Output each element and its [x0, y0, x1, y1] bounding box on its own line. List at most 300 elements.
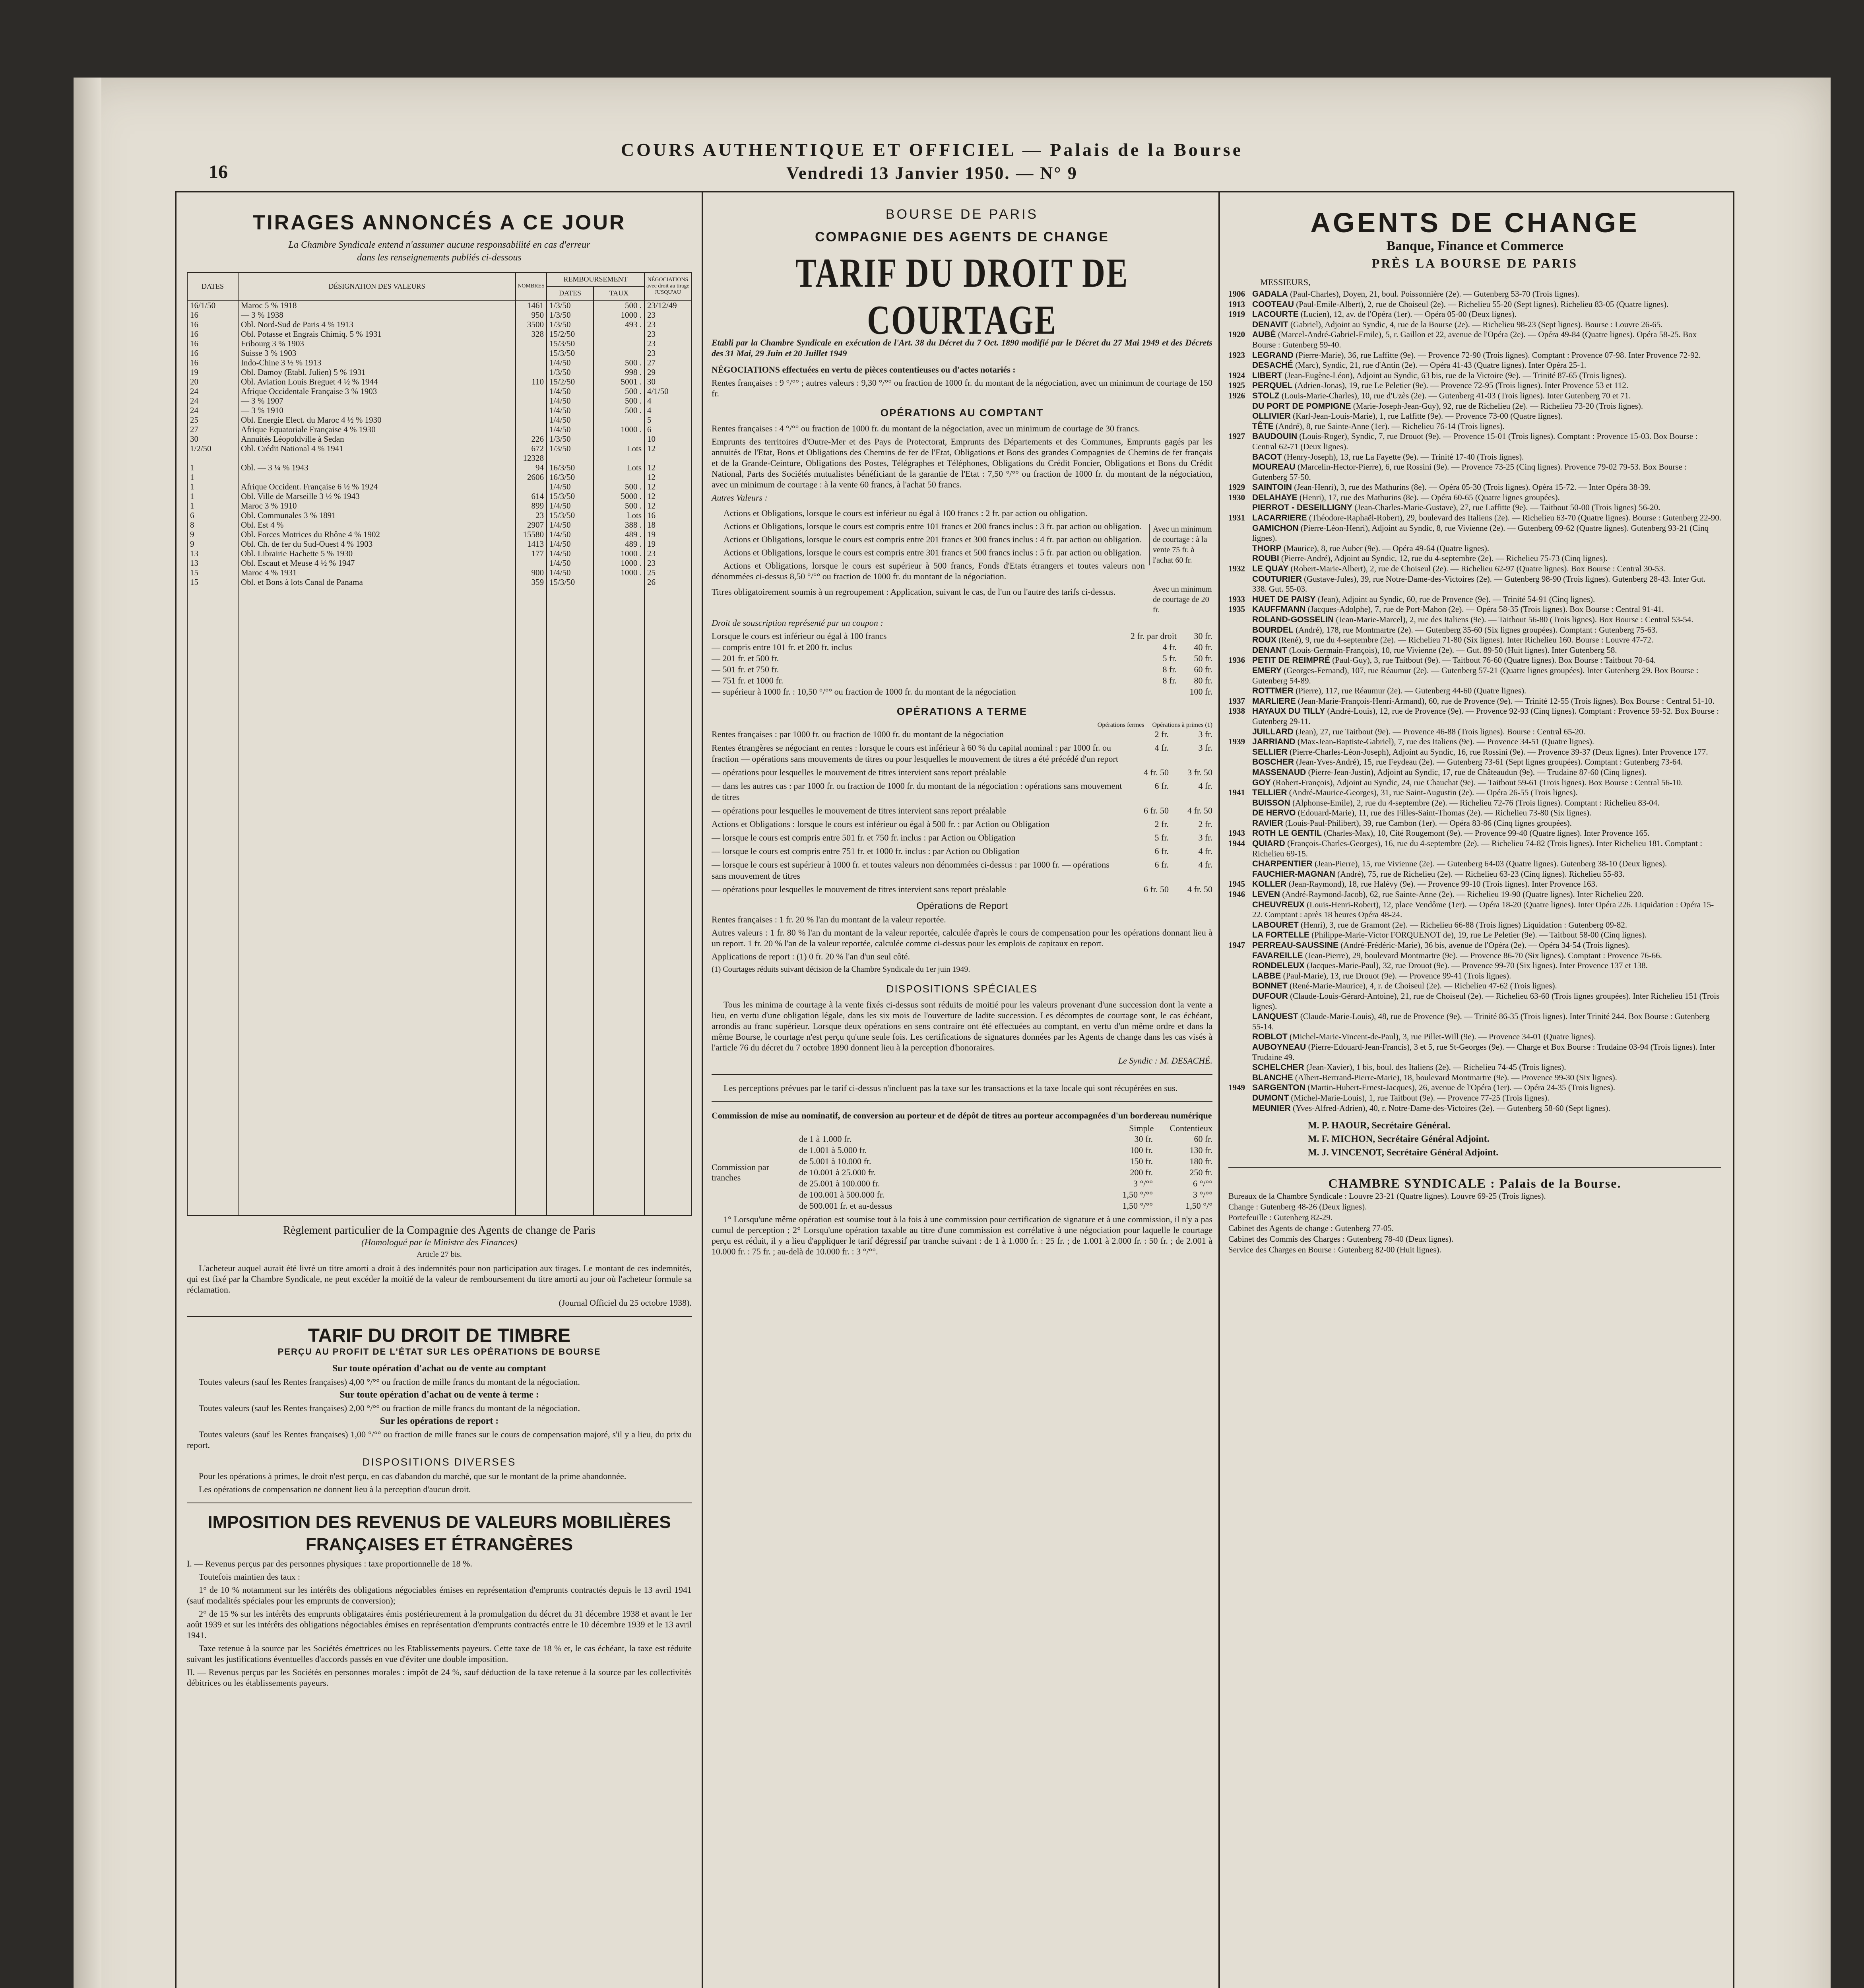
- diverses-1: Pour les opérations à primes, le droit n'est perçu, en cas d'abandon du marché, que sur le montant de la prime abandonnée.: [199, 1471, 627, 1481]
- cell-nombre: 672: [516, 444, 547, 453]
- tirages-body: [187, 300, 691, 1215]
- agent-name: DENANT: [1252, 645, 1287, 655]
- agent-address: (André), 75, rue de Richelieu (2e). — Richelieu 63-23 (Cinq lignes). Richelieu 55-83.: [1335, 869, 1625, 879]
- agent-entry: [1228, 889, 1721, 900]
- agent-details: [1252, 940, 1721, 951]
- agent-entry: [1228, 1083, 1721, 1093]
- cell-negociation: 12: [644, 472, 691, 482]
- agent-name: SCHELCHER: [1252, 1063, 1304, 1072]
- agent-year: [1228, 1011, 1252, 1032]
- agent-address: (René), 9, rue du 4-septembre (2e). — Richelieu 71-80 (Six lignes). Inter Richelieu 160. Bourse : Louvre 47-72.: [1276, 635, 1653, 645]
- comptant-rentes: Rentes françaises : 4 °/°° ou fraction de 1000 fr. du montant de la négociation, avec un minimum de courtage de 30 francs.: [712, 423, 1140, 433]
- terme-ferme: 4 fr.: [1154, 743, 1169, 753]
- diverses-2: Les opérations de compensation ne donnent lieu à la perception d'aucun droit.: [199, 1484, 471, 1494]
- agent-name: AUBOYNEAU: [1252, 1042, 1306, 1052]
- agent-year: [1228, 991, 1252, 1011]
- souscription-minimum: 40 fr.: [1194, 642, 1212, 652]
- agent-entry: [1228, 564, 1721, 574]
- table-row: [187, 444, 691, 453]
- agent-details: [1252, 900, 1721, 920]
- commission-tranche: de 10.001 à 25.000 fr.: [799, 1167, 876, 1177]
- cell-taux: [594, 329, 644, 339]
- cell-remb-date: 1/4/50: [547, 482, 594, 491]
- agent-address: (Paul-Emile-Albert), 2, rue de Choiseul (2e). — Richelieu 55-20 (Sept lignes). Richelieu 83-05 (Quatre lignes).: [1294, 299, 1669, 309]
- cell-designation: Obl. et Bons à lots Canal de Panama: [238, 577, 516, 587]
- divider: [712, 1074, 1212, 1075]
- agent-name: LIBERT: [1252, 371, 1282, 380]
- agents-subtitle: Banque, Finance et Commerce: [1386, 239, 1563, 253]
- cell-nombre: 2907: [516, 520, 547, 530]
- cell-date: 1: [187, 491, 238, 501]
- cell-nombre: [516, 396, 547, 406]
- agent-name: LANQUEST: [1252, 1012, 1298, 1021]
- agent-name: DU PORT DE POMPIGNE: [1252, 401, 1351, 411]
- agent-address: (Pierre-Charles-Léon-Joseph), Adjoint au Syndic, 16, rue Rossini (9e). — Provence 39-37 (Deux lignes). Inter Provence 177.: [1287, 747, 1708, 757]
- terme-ferme: 5 fr.: [1154, 833, 1169, 843]
- report-note: (1) Courtages réduits suivant décision de la Chambre Syndicale du 1er juin 1949.: [712, 965, 970, 974]
- souscription-label: — 201 fr. et 500 fr.: [712, 653, 779, 663]
- agent-details: [1252, 1062, 1721, 1073]
- cell-negociation: 12: [644, 491, 691, 501]
- cell-designation: Obl. Librairie Hachette 5 % 1930: [238, 549, 516, 558]
- cell-designation: Maroc 5 % 1918: [238, 300, 516, 310]
- cell-designation: Obl. Escaut et Meuse 4 ½ % 1947: [238, 558, 516, 568]
- cell-nombre: 110: [516, 377, 547, 386]
- table-filler-cell: [187, 587, 238, 1215]
- agent-entry: [1228, 859, 1721, 869]
- agent-details: [1252, 666, 1721, 686]
- cell-taux: 489 .: [594, 530, 644, 539]
- agent-details: [1252, 431, 1721, 452]
- agent-address: (Louis-Henri-Robert), 12, place Vendôme (1er). — Opéra 18-20 (Quatre lignes). Inter Opéra 226. Liquidation : Opéra 15-22. Comptant : après 18 heures Opéra 48-24.: [1252, 899, 1714, 920]
- agent-details: [1252, 961, 1721, 971]
- agent-year: [1228, 961, 1252, 971]
- agent-address: (André), 178, rue Montmartre (2e). — Gutenberg 35-60 (Six lignes groupées). Comptant : Gutenberg 75-63.: [1293, 625, 1658, 635]
- agent-details: [1252, 706, 1721, 726]
- cell-nombre: 614: [516, 491, 547, 501]
- agent-details: [1252, 523, 1721, 544]
- agent-year: 1939: [1228, 737, 1245, 747]
- agent-entry: [1228, 330, 1721, 350]
- cell-designation: Afrique Occidentale Française 3 % 1903: [238, 386, 516, 396]
- agent-details: [1252, 411, 1721, 421]
- agent-year: [1228, 859, 1252, 869]
- cell-taux: 493 .: [594, 320, 644, 329]
- souscription-label: Lorsque le cours est inférieur ou égal à 100 francs: [712, 631, 887, 641]
- timbre-subtitle: PERÇU AU PROFIT DE L'ÉTAT SUR LES OPÉRATIONS DE BOURSE: [277, 1347, 601, 1357]
- souscription-label: — supérieur à 1000 fr. : 10,50 °/°° ou fraction de 1000 fr. du montant de la négociation: [712, 687, 1016, 697]
- terme-label: Rentes étrangères se négociant en rentes : lorsque le cours est inférieur à 60 % du capital nominal : par 1000 fr. ou fraction — opérations sans mouvements de titres ou pour lesquelles le mouvement de titres a été précédé d'un report: [712, 743, 1118, 764]
- agent-name: CHEUVREUX: [1252, 900, 1305, 909]
- terme-row: [712, 884, 1212, 895]
- agent-name: KOLLER: [1252, 879, 1287, 889]
- agent-details: [1252, 818, 1721, 829]
- terme-label: Rentes françaises : par 1000 fr. ou fraction de 1000 fr. du montant de la négociation: [712, 729, 1004, 739]
- cell-taux: 5000 .: [594, 491, 644, 501]
- cell-negociation: 18: [644, 520, 691, 530]
- agent-year: [1228, 808, 1252, 818]
- agent-address: (Edouard-Marie), 11, rue des Filles-Saint-Thomas (2e). — Richelieu 73-80 (Six lignes).: [1296, 808, 1592, 818]
- agent-name: RONDELEUX: [1252, 961, 1305, 971]
- cell-nombre: 900: [516, 568, 547, 577]
- cell-remb-date: 16/3/50: [547, 463, 594, 472]
- agent-address: (Paul-Charles), Doyen, 21, boul. Poissonnière (2e). — Gutenberg 53-70 (Trois lignes).: [1288, 289, 1579, 299]
- agent-details: [1252, 747, 1721, 757]
- divider: [187, 1316, 692, 1317]
- cell-nombre: 899: [516, 501, 547, 511]
- cell-remb-date: 1/4/50: [547, 396, 594, 406]
- col-negociation: NÉGOCIATIONS avec droit au tirage JUSQU'AU: [644, 272, 691, 300]
- agent-year: [1228, 778, 1252, 788]
- agent-year: [1228, 360, 1252, 371]
- commission-row: [799, 1156, 1212, 1167]
- cell-negociation: 4: [644, 406, 691, 415]
- agent-entry: [1228, 1042, 1721, 1062]
- agent-entry: [1228, 828, 1721, 839]
- agent-entry: [1228, 930, 1721, 940]
- souscription-row: [712, 653, 1212, 664]
- commission-row: [799, 1200, 1212, 1211]
- cell-negociation: 23: [644, 549, 691, 558]
- cell-negociation: 27: [644, 358, 691, 367]
- column-courtage: [712, 199, 1212, 1259]
- agent-address: (Paul-Marie), 13, rue Drouot (9e). — Provence 99-41 (Trois lignes).: [1281, 971, 1511, 980]
- agent-details: [1252, 553, 1721, 564]
- agent-name: COOTEAU: [1252, 299, 1294, 309]
- agent-year: [1228, 951, 1252, 961]
- commission-col-contentieux: Contentieux: [1170, 1123, 1212, 1133]
- cell-designation: — 3 % 1938: [238, 310, 516, 320]
- cell-taux: 500 .: [594, 501, 644, 511]
- cell-taux: 1000 .: [594, 425, 644, 434]
- cell-date: 1: [187, 501, 238, 511]
- agents-title: AGENTS DE CHANGE: [1310, 207, 1639, 238]
- cell-remb-date: 1/4/50: [547, 425, 594, 434]
- agent-details: [1252, 686, 1721, 696]
- agent-name: HAYAUX DU TILLY: [1252, 707, 1325, 716]
- cell-taux: 5001 .: [594, 377, 644, 386]
- agent-address: (Gustave-Jules), 39, rue Notre-Dame-des-Victoires (2e). — Gutenberg 98-90 (Trois lignes). Gutenberg 28-43. Inter Gut. 338. Gut. 55-03.: [1252, 574, 1706, 594]
- cell-nombre: [516, 358, 547, 367]
- agent-address: (Robert-Marie-Albert), 2, rue de Choiseul (2e). — Richelieu 62-97 (Quatre lignes). Box Bourse : Central 30-53.: [1288, 564, 1666, 574]
- cell-designation: Obl. Ville de Marseille 3 ½ % 1943: [238, 491, 516, 501]
- agent-address: (Pierre-Léon-Henri), Adjoint au Syndic, 8, rue Vivienne (2e). — Gutenberg 09-62 (Quatre lignes). Gutenberg 93-21 (Cinq lignes).: [1252, 523, 1709, 543]
- report-autres: Autres valeurs : 1 fr. 80 % l'an du montant de la valeur reportée, calculée d'après le cours de compensation pour les opérations donnant lieu à un report. 1 fr. 20 % l'an de la valeur reportée, calculée comme ci-dessus pour les emplois de capitaux en report.: [712, 928, 1212, 948]
- agent-address: (Paul-Guy), 3, rue Taitbout (9e). — Taitbout 76-60 (Quatre lignes). Box Bourse : Taitbout 70-64.: [1330, 655, 1656, 665]
- terme-prime: 3 fr.: [1198, 729, 1212, 739]
- agent-year: 1906: [1228, 289, 1245, 299]
- imposition-i-1: 1° de 10 % notamment sur les intérêts des obligations négociables émises en représentation d'emprunts contractés depuis le 13 avril 1941 (sauf modalités spéciales pour les emprunts de conversion);: [187, 1585, 692, 1606]
- agent-year: [1228, 523, 1252, 544]
- cell-negociation: 25: [644, 568, 691, 577]
- souscription-row: [712, 686, 1212, 697]
- commission-list: [799, 1134, 1212, 1211]
- table-row: [187, 396, 691, 406]
- cell-date: 9: [187, 539, 238, 549]
- table-row: [187, 453, 691, 463]
- agent-address: (Charles-Max), 10, Cité Rougemont (9e). — Provence 99-40 (Quatre lignes). Inter Provence 165.: [1322, 828, 1650, 838]
- agent-name: CHARPENTIER: [1252, 859, 1313, 869]
- agent-name: ROTTMER: [1252, 686, 1294, 696]
- terme-prime: 4 fr.: [1198, 846, 1212, 856]
- souscription-rate: [1109, 686, 1177, 697]
- agent-entry: [1228, 727, 1721, 737]
- souscription-rate: 5 fr.: [1162, 653, 1177, 663]
- terme-row: [712, 832, 1212, 843]
- cell-negociation: 6: [644, 425, 691, 434]
- cell-date: 1: [187, 472, 238, 482]
- cell-nombre: 23: [516, 511, 547, 520]
- cell-nombre: [516, 425, 547, 434]
- table-row: [187, 415, 691, 425]
- agent-year: [1228, 553, 1252, 564]
- cell-date: 1: [187, 482, 238, 491]
- cell-taux: 500 .: [594, 358, 644, 367]
- cell-negociation: 23/12/49: [644, 300, 691, 310]
- agent-details: [1252, 360, 1721, 371]
- chambre-line: Bureaux de la Chambre Syndicale : Louvre 23-21 (Quatre lignes). Louvre 69-25 (Trois lignes).: [1228, 1191, 1546, 1201]
- agent-address: (Marie-Joseph-Jean-Guy), 92, rue de Richelieu (2e). — Richelieu 73-20 (Trois lignes).: [1351, 401, 1643, 411]
- cell-remb-date: 15/2/50: [547, 377, 594, 386]
- agent-entry: [1228, 951, 1721, 961]
- agent-year: 1919: [1228, 309, 1245, 319]
- agent-year: 1924: [1228, 370, 1245, 380]
- comptant-emprunts: Emprunts des territoires d'Outre-Mer et des Pays de Protectorat, Emprunts des Départements et des Communes, Emprunts gagés par les annuités de l'Etat, Bons et Obligations des Chemins de fer de l'Etat, Obligations et Bons des grandes Compagnies de Chemins de fer français et de la Grande-Ceinture, Obligations des Postes, Télégraphes et Téléphones, Obligations du Crédit Foncier, Obligations et Bons du Crédit National, Parts des Sociétés mutualistes bénéficiant de la garantie de l'Etat : 7,50 °/°° ou fraction de 1000 fr. du montant de la négociation, avec un minimum de courtage : à la vente 60 francs, à l'achat 50 francs.: [712, 437, 1212, 489]
- commission-tranche: de 1 à 1.000 fr.: [799, 1134, 852, 1144]
- cell-date: 16: [187, 339, 238, 348]
- cell-taux: 500 .: [594, 386, 644, 396]
- agent-year: [1228, 767, 1252, 778]
- commission-simple: 30 fr.: [1134, 1134, 1153, 1144]
- cell-taux: Lots: [594, 463, 644, 472]
- agent-entry: [1228, 503, 1721, 513]
- agent-entry: [1228, 1011, 1721, 1032]
- agent-year: [1228, 574, 1252, 594]
- agent-details: [1252, 1073, 1721, 1083]
- secretaire: M. F. MICHON, Secrétaire Général Adjoint.: [1308, 1134, 1490, 1145]
- timbre-h3: Sur les opérations de report :: [380, 1416, 499, 1426]
- agent-name: PETIT DE REIMPRÉ: [1252, 656, 1331, 665]
- agent-name: MASSENAUD: [1252, 767, 1306, 777]
- cell-negociation: 4: [644, 396, 691, 406]
- agent-details: [1252, 462, 1721, 482]
- timbre-h1: Sur toute opération d'achat ou de vente au comptant: [332, 1363, 547, 1374]
- cell-designation: Indo-Chine 3 ½ % 1913: [238, 358, 516, 367]
- agent-address: (André-Raymond-Jacob), 62, rue Sainte-Anne (2e). — Richelieu 19-90 (Quatre lignes). Inter Richelieu 220.: [1280, 889, 1644, 899]
- cell-nombre: [516, 482, 547, 491]
- agent-name: PIERROT - DESEILLIGNY: [1252, 503, 1353, 513]
- agent-name: DE HERVO: [1252, 808, 1296, 818]
- cell-designation: Obl. Damoy (Etabl. Julien) 5 % 1931: [238, 367, 516, 377]
- agent-details: [1252, 778, 1721, 788]
- agent-name: ROUBI: [1252, 554, 1279, 563]
- agent-name: ROBLOT: [1252, 1032, 1288, 1042]
- agent-address: (Jean-Charles-Marie-Gustave), 27, rue Laffitte (9e). — Taitbout 50-00 (Trois lignes) 56-20.: [1352, 503, 1660, 513]
- agent-address: (Henry-Joseph), 13, rue La Fayette (9e). — Trinité 17-40 (Trois lignes).: [1282, 452, 1524, 462]
- imposition-i-b: Taxe retenue à la source par les Sociétés émettrices ou les Etablissements payeurs. Cette taxe de 18 % et, le cas échéant, la taxe est réduite suivant les justifications éventuelles d'accords passés en vue d'éviter une double imposition.: [187, 1643, 692, 1664]
- agent-year: [1228, 462, 1252, 482]
- imposition-title-2: FRANÇAISES ET ÉTRANGÈRES: [305, 1535, 573, 1554]
- cell-taux: 489 .: [594, 539, 644, 549]
- cell-date: 16: [187, 348, 238, 358]
- agent-name: ROLAND-GOSSELIN: [1252, 615, 1334, 624]
- agent-name: FAUCHIER-MAGNAN: [1252, 869, 1335, 879]
- agent-name: ROUX: [1252, 635, 1276, 645]
- agent-address: (Michel-Marie-Vincent-de-Paul), 3, rue Pillet-Will (9e). — Provence 34-01 (Quatre lignes).: [1287, 1032, 1596, 1042]
- agent-address: (Claude-Louis-Gérard-Antoine), 21, rue de Choiseul (2e). — Richelieu 63-60 (Trois lignes groupées). Inter Richelieu 151 (Trois lignes).: [1252, 991, 1720, 1011]
- agent-details: [1252, 350, 1721, 361]
- chambre-line: Service des Charges en Bourse : Gutenberg 82-00 (Huit lignes).: [1228, 1245, 1441, 1255]
- terme-label: — lorsque le cours est compris entre 751 fr. et 1000 fr. inclus : par Action ou Obligation: [712, 846, 1020, 856]
- col-designation: DÉSIGNATION DES VALEURS: [238, 272, 516, 300]
- table-row: [187, 463, 691, 472]
- agent-entry: [1228, 1073, 1721, 1083]
- souscription-minimum: 30 fr.: [1194, 631, 1212, 641]
- cell-nombre: [516, 367, 547, 377]
- agent-entry: [1228, 655, 1721, 666]
- secretaire: M. J. VINCENOT, Secrétaire Général Adjoint.: [1308, 1147, 1499, 1158]
- cell-designation: Fribourg 3 % 1903: [238, 339, 516, 348]
- agent-address: (Yves-Alfred-Adrien), 40, r. Notre-Dame-des-Victoires (2e). — Gutenberg 58-60 (Sept lignes).: [1290, 1103, 1610, 1113]
- agent-name: LEGRAND: [1252, 350, 1294, 360]
- agent-entry: [1228, 696, 1721, 707]
- agent-address: (Jean-Henri), 3, rue des Mathurins (8e). — Opéra 05-30 (Trois lignes). Opéra 15-72. — Inter Opéra 38-39.: [1292, 482, 1651, 492]
- cell-nombre: 3500: [516, 320, 547, 329]
- bourse-label: BOURSE DE PARIS: [885, 207, 1039, 222]
- cell-taux: 1000 .: [594, 549, 644, 558]
- cell-taux: [594, 472, 644, 482]
- cell-remb-date: 15/3/50: [547, 511, 594, 520]
- regroupement-min: Avec un minimum de courtage de 20 fr.: [1153, 585, 1212, 614]
- agent-name: DELAHAYE: [1252, 493, 1298, 502]
- cell-negociation: 12: [644, 463, 691, 472]
- agent-entry: [1228, 462, 1721, 482]
- commission-row: [799, 1145, 1212, 1156]
- autres-2: Actions et Obligations, lorsque le cours est compris entre 101 francs et 200 francs inclus : 3 fr. par action ou obligation.: [723, 521, 1142, 531]
- souscription-minimum: 60 fr.: [1194, 664, 1212, 674]
- cell-designation: Obl. Aviation Louis Breguet 4 ½ % 1944: [238, 377, 516, 386]
- timbre-title: TARIF DU DROIT DE TIMBRE: [308, 1325, 571, 1346]
- agent-year: [1228, 869, 1252, 879]
- agent-details: [1252, 381, 1721, 391]
- cell-negociation: 5: [644, 415, 691, 425]
- cell-taux: 1000 .: [594, 568, 644, 577]
- column-rule-2: [1218, 191, 1220, 1988]
- agent-details: [1252, 625, 1721, 635]
- cell-nombre: [516, 406, 547, 415]
- agent-name: BAUDOUIN: [1252, 432, 1298, 441]
- cell-designation: — 3 % 1910: [238, 406, 516, 415]
- cell-taux: 388 .: [594, 520, 644, 530]
- agent-entry: [1228, 553, 1721, 564]
- agent-entry: [1228, 615, 1721, 625]
- commission-tranche: de 100.001 à 500.000 fr.: [799, 1190, 884, 1200]
- agent-address: (Albert-Bertrand-Pierre-Marie), 18, boulevard Montmartre (9e). — Provence 99-30 (Six lignes).: [1293, 1072, 1617, 1082]
- cell-designation: [238, 472, 516, 482]
- agent-year: 1933: [1228, 594, 1245, 604]
- agent-year: [1228, 686, 1252, 696]
- column-tirages: [187, 199, 692, 1691]
- agent-name: TÊTE: [1252, 421, 1274, 431]
- agent-details: [1252, 564, 1721, 574]
- agent-year: 1920: [1228, 330, 1245, 340]
- agent-year: 1949: [1228, 1083, 1245, 1093]
- cell-negociation: 4/1/50: [644, 386, 691, 396]
- cell-designation: Afrique Occident. Française 6 ½ % 1924: [238, 482, 516, 491]
- agent-entry: [1228, 401, 1721, 412]
- souscription-list: [712, 631, 1212, 697]
- terme-col2: Opérations à primes (1): [1152, 722, 1212, 728]
- agent-details: [1252, 808, 1721, 818]
- commission-tranche: de 500.001 fr. et au-dessus: [799, 1201, 892, 1211]
- agent-address: (Marcelin-Hector-Pierre), 6, rue Rossini (9e). — Provence 73-25 (Cinq lignes). Provence 79-02 79-53. Box Bourse : Gutenberg 57-50.: [1252, 462, 1687, 482]
- agent-details: [1252, 371, 1721, 381]
- table-row: [187, 501, 691, 511]
- compagnie-label: COMPAGNIE DES AGENTS DE CHANGE: [815, 229, 1109, 245]
- agent-year: [1228, 920, 1252, 930]
- agent-address: (Jean), Adjoint au Syndic, 60, rue de Provence (9e). — Trinité 54-91 (Cinq lignes).: [1315, 594, 1595, 604]
- cell-negociation: 26: [644, 577, 691, 587]
- running-head-title: COURS AUTHENTIQUE ET OFFICIEL — Palais de la Bourse: [621, 140, 1243, 160]
- agent-year: [1228, 900, 1252, 920]
- agent-name: MEUNIER: [1252, 1103, 1291, 1113]
- cell-taux: [594, 577, 644, 587]
- cell-date: 24: [187, 386, 238, 396]
- cell-negociation: 16: [644, 511, 691, 520]
- table-row: [187, 539, 691, 549]
- terme-prime: 4 fr. 50: [1187, 806, 1212, 815]
- agent-year: 1930: [1228, 492, 1245, 502]
- cell-nombre: [516, 386, 547, 396]
- commission-row: [799, 1189, 1212, 1200]
- terme-columns: [712, 722, 1212, 729]
- cell-designation: Obl. Nord-Sud de Paris 4 % 1913: [238, 320, 516, 329]
- agent-details: [1252, 930, 1721, 940]
- agent-details: [1252, 391, 1721, 401]
- regroupement: Titres obligatoirement soumis à un regroupement : Application, suivant le cas, de l'un ou l'autre des tarifs ci-dessus.: [712, 587, 1116, 597]
- agent-year: 1944: [1228, 839, 1245, 848]
- agent-entry: [1228, 604, 1721, 615]
- negociations-title: NÉGOCIATIONS effectuées en vertu de pièces contentieuses ou d'actes notariés :: [712, 365, 1016, 375]
- cell-date: 8: [187, 520, 238, 530]
- commission-title: Commission de mise au nominatif, de conversion au porteur et de dépôt de titres au porteur accompagnées d'un bordereau numérique: [712, 1110, 1212, 1120]
- agent-address: (André-Louis), 12, rue de Provence (9e). — Provence 92-93 (Cinq lignes). Comptant : Provence 59-52. Box Bourse : Gutenberg 29-11.: [1252, 706, 1719, 726]
- terme-row: [712, 742, 1212, 765]
- souscription-title: Droit de souscription représenté par un coupon :: [712, 618, 883, 628]
- speciales-text: Tous les minima de courtage à la vente fixés ci-dessus sont réduits de moitié pour les valeurs provenant d'une succession dont la vente a lieu, en vertu d'une obligation légale, dans les six mois de l'ouverture de ladite succession. Les décomptes de courtage sont, le cas échéant, arrondis au franc supérieur. Lorsque deux opérations en sens contraire ont été effectuées au comptant, en vertu d'un même ordre et dans la même Bourse, le courtage n'est perçu qu'une seule fois. Les certifications de signatures données par les Agents de change dans les cas visés à l'article 76 du décret du 7 octobre 1890 donnent lieu à la perception d'honoraires.: [712, 1000, 1212, 1052]
- autres-1: Actions et Obligations, lorsque le cours est inférieur ou égal à 100 francs : 2 fr. par action ou obligation.: [723, 508, 1088, 518]
- terme-row: [712, 767, 1212, 778]
- col-nombres: NOMBRES: [516, 272, 547, 300]
- cell-nombre: [516, 348, 547, 358]
- agent-entry: [1228, 350, 1721, 361]
- commission-tranche: de 1.001 à 5.000 fr.: [799, 1145, 867, 1155]
- cell-nombre: 94: [516, 463, 547, 472]
- agent-details: [1252, 991, 1721, 1011]
- agent-details: [1252, 859, 1721, 869]
- cell-date: 16: [187, 329, 238, 339]
- agent-details: [1252, 727, 1721, 737]
- cell-date: [187, 453, 238, 463]
- cell-date: 25: [187, 415, 238, 425]
- cell-remb-date: 1/4/50: [547, 386, 594, 396]
- cell-remb-date: 1/3/50: [547, 367, 594, 377]
- table-row: [187, 320, 691, 329]
- agent-address: (Robert-François), Adjoint au Syndic, 24, rue Chauchat (9e). — Taitbout 59-61 (Trois lignes). Box Bourse : Central 56-10.: [1270, 777, 1683, 787]
- cell-remb-date: 1/3/50: [547, 434, 594, 444]
- agent-details: [1252, 645, 1721, 656]
- agent-entry: [1228, 381, 1721, 391]
